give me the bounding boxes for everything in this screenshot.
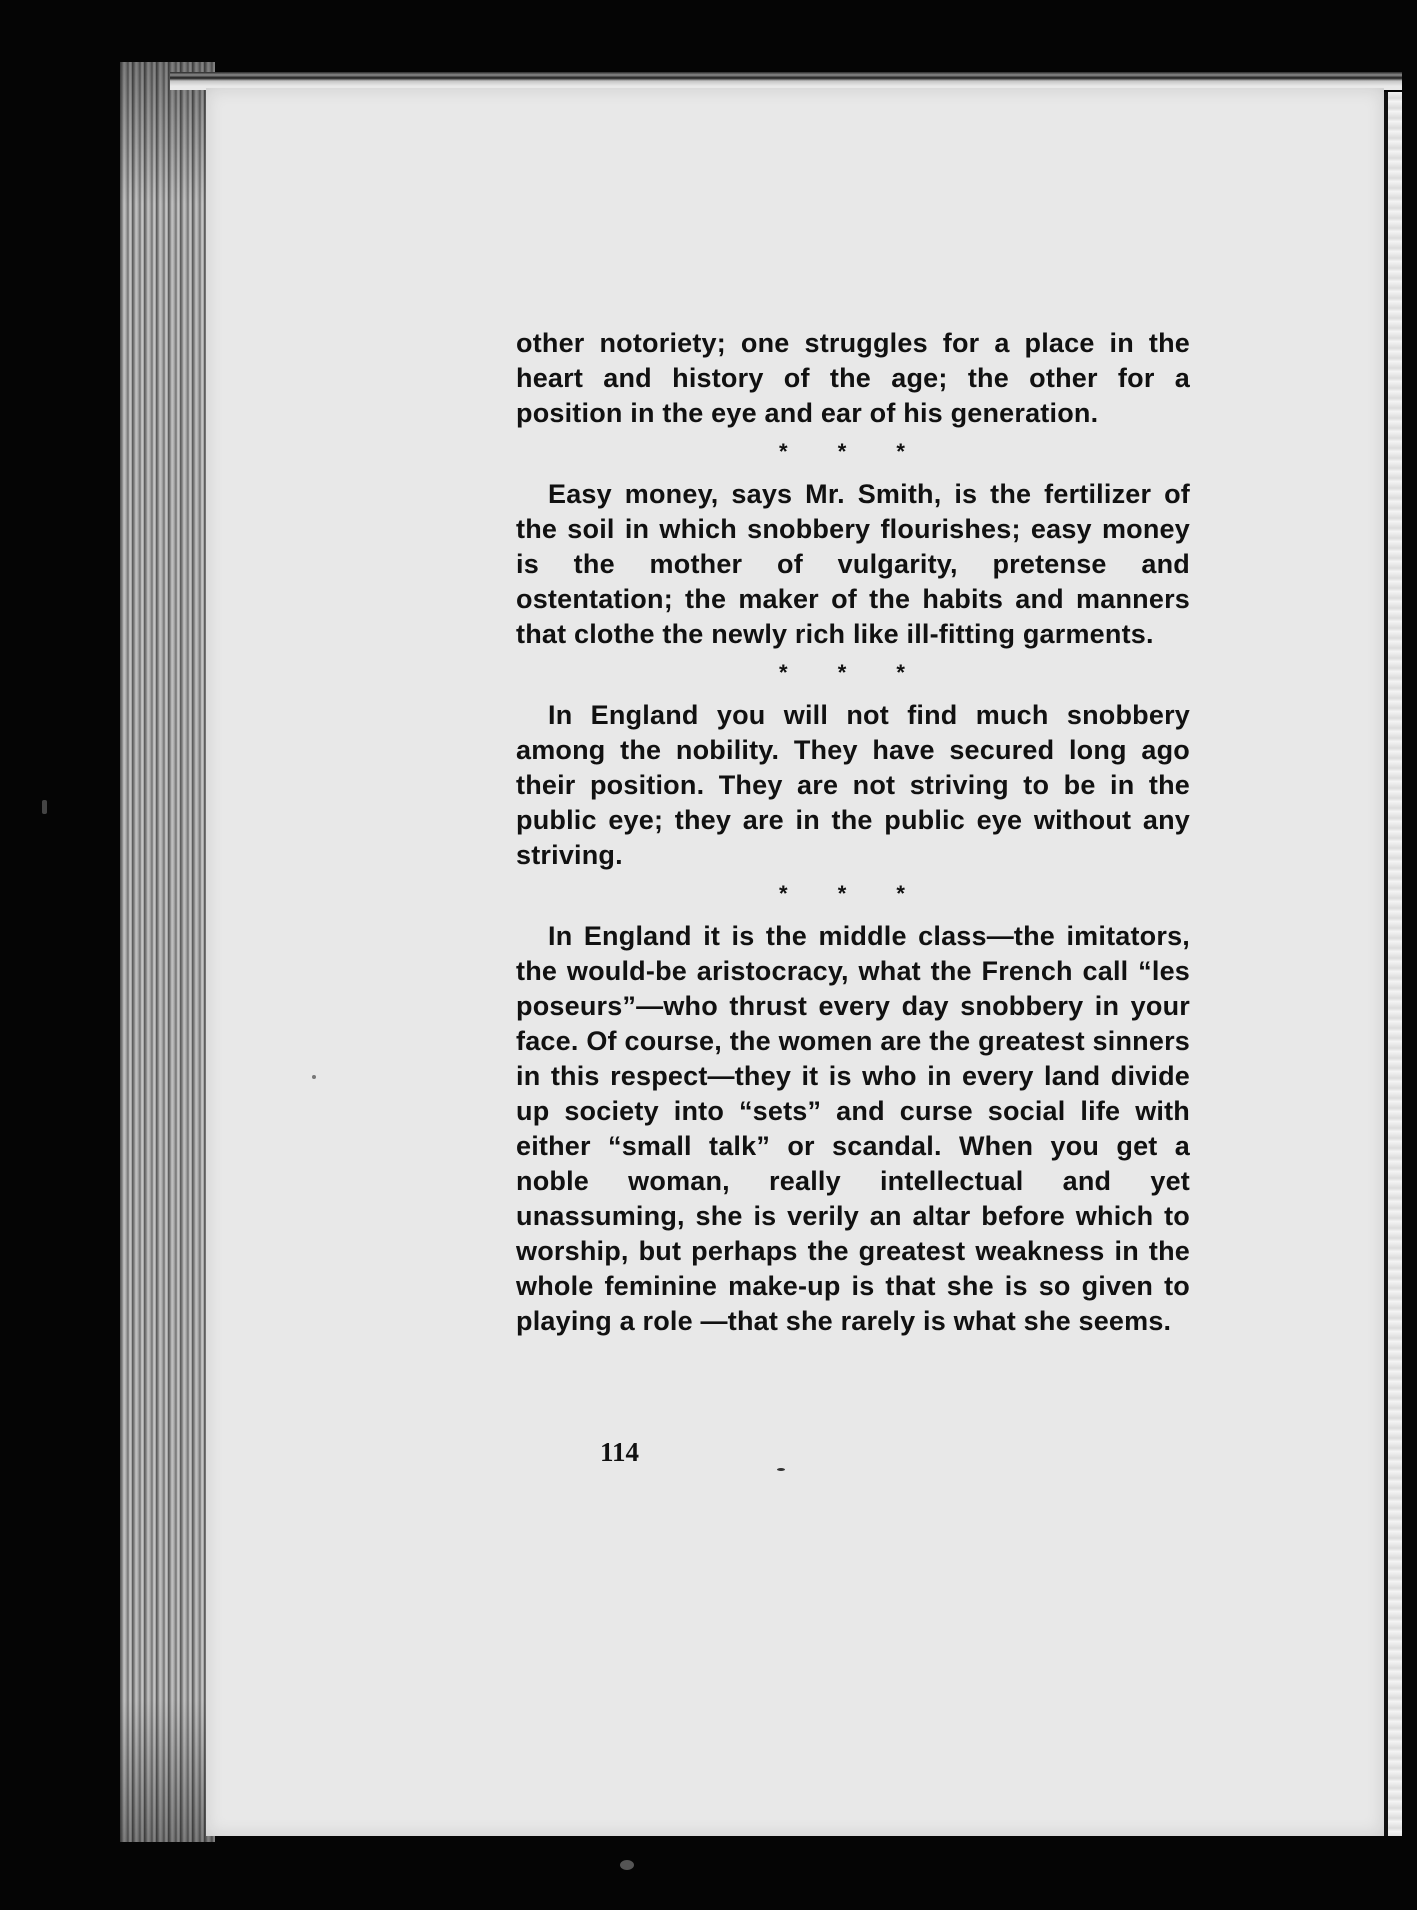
page-text <box>516 326 1190 1339</box>
section-separator: * * * <box>779 439 927 464</box>
paragraph-1: other notoriety; one struggles for a place in the heart and history of the age; the other for a position in the eye and ear of his generation. <box>516 328 1190 428</box>
section-separator: * * * <box>779 881 927 906</box>
right-page-edge <box>1384 92 1402 1836</box>
section-separator: * * * <box>779 660 927 685</box>
paragraph-4: In England it is the middle class—the imitators, the would-be aristocracy, what the French call “les poseurs”—who thrust every day snobbery in your face. Of course, the women are the greatest sinners in this respect—they it is who in every land divide up society into “sets” and curse social life with either “small talk” or scandal. When you get a noble woman, really intellectual and yet unassuming, she is verily an altar before which to worship, but perhaps the greatest weakness in the whole feminine make-up is that she is so given to playing a role —that she rarely is what she seems. <box>516 921 1190 1336</box>
paragraph-3: In England you will not find much snobbery among the nobility. They have secured long ago their position. They are not striving to be in the public eye; they are in the public eye without any striving. <box>516 700 1190 870</box>
paragraph-2: Easy money, says Mr. Smith, is the fertilizer of the soil in which snobbery flourishes; easy money is the mother of vulgarity, pretense and ostentation; the maker of the habits and manners that clothe the newly rich like ill-fitting garments. <box>516 479 1190 649</box>
dust-speck <box>42 800 47 814</box>
dust-speck <box>777 1468 785 1471</box>
dust-speck <box>620 1860 634 1870</box>
page-edges <box>120 62 215 1842</box>
dust-speck <box>312 1075 316 1079</box>
page-number: 114 <box>600 1437 640 1467</box>
